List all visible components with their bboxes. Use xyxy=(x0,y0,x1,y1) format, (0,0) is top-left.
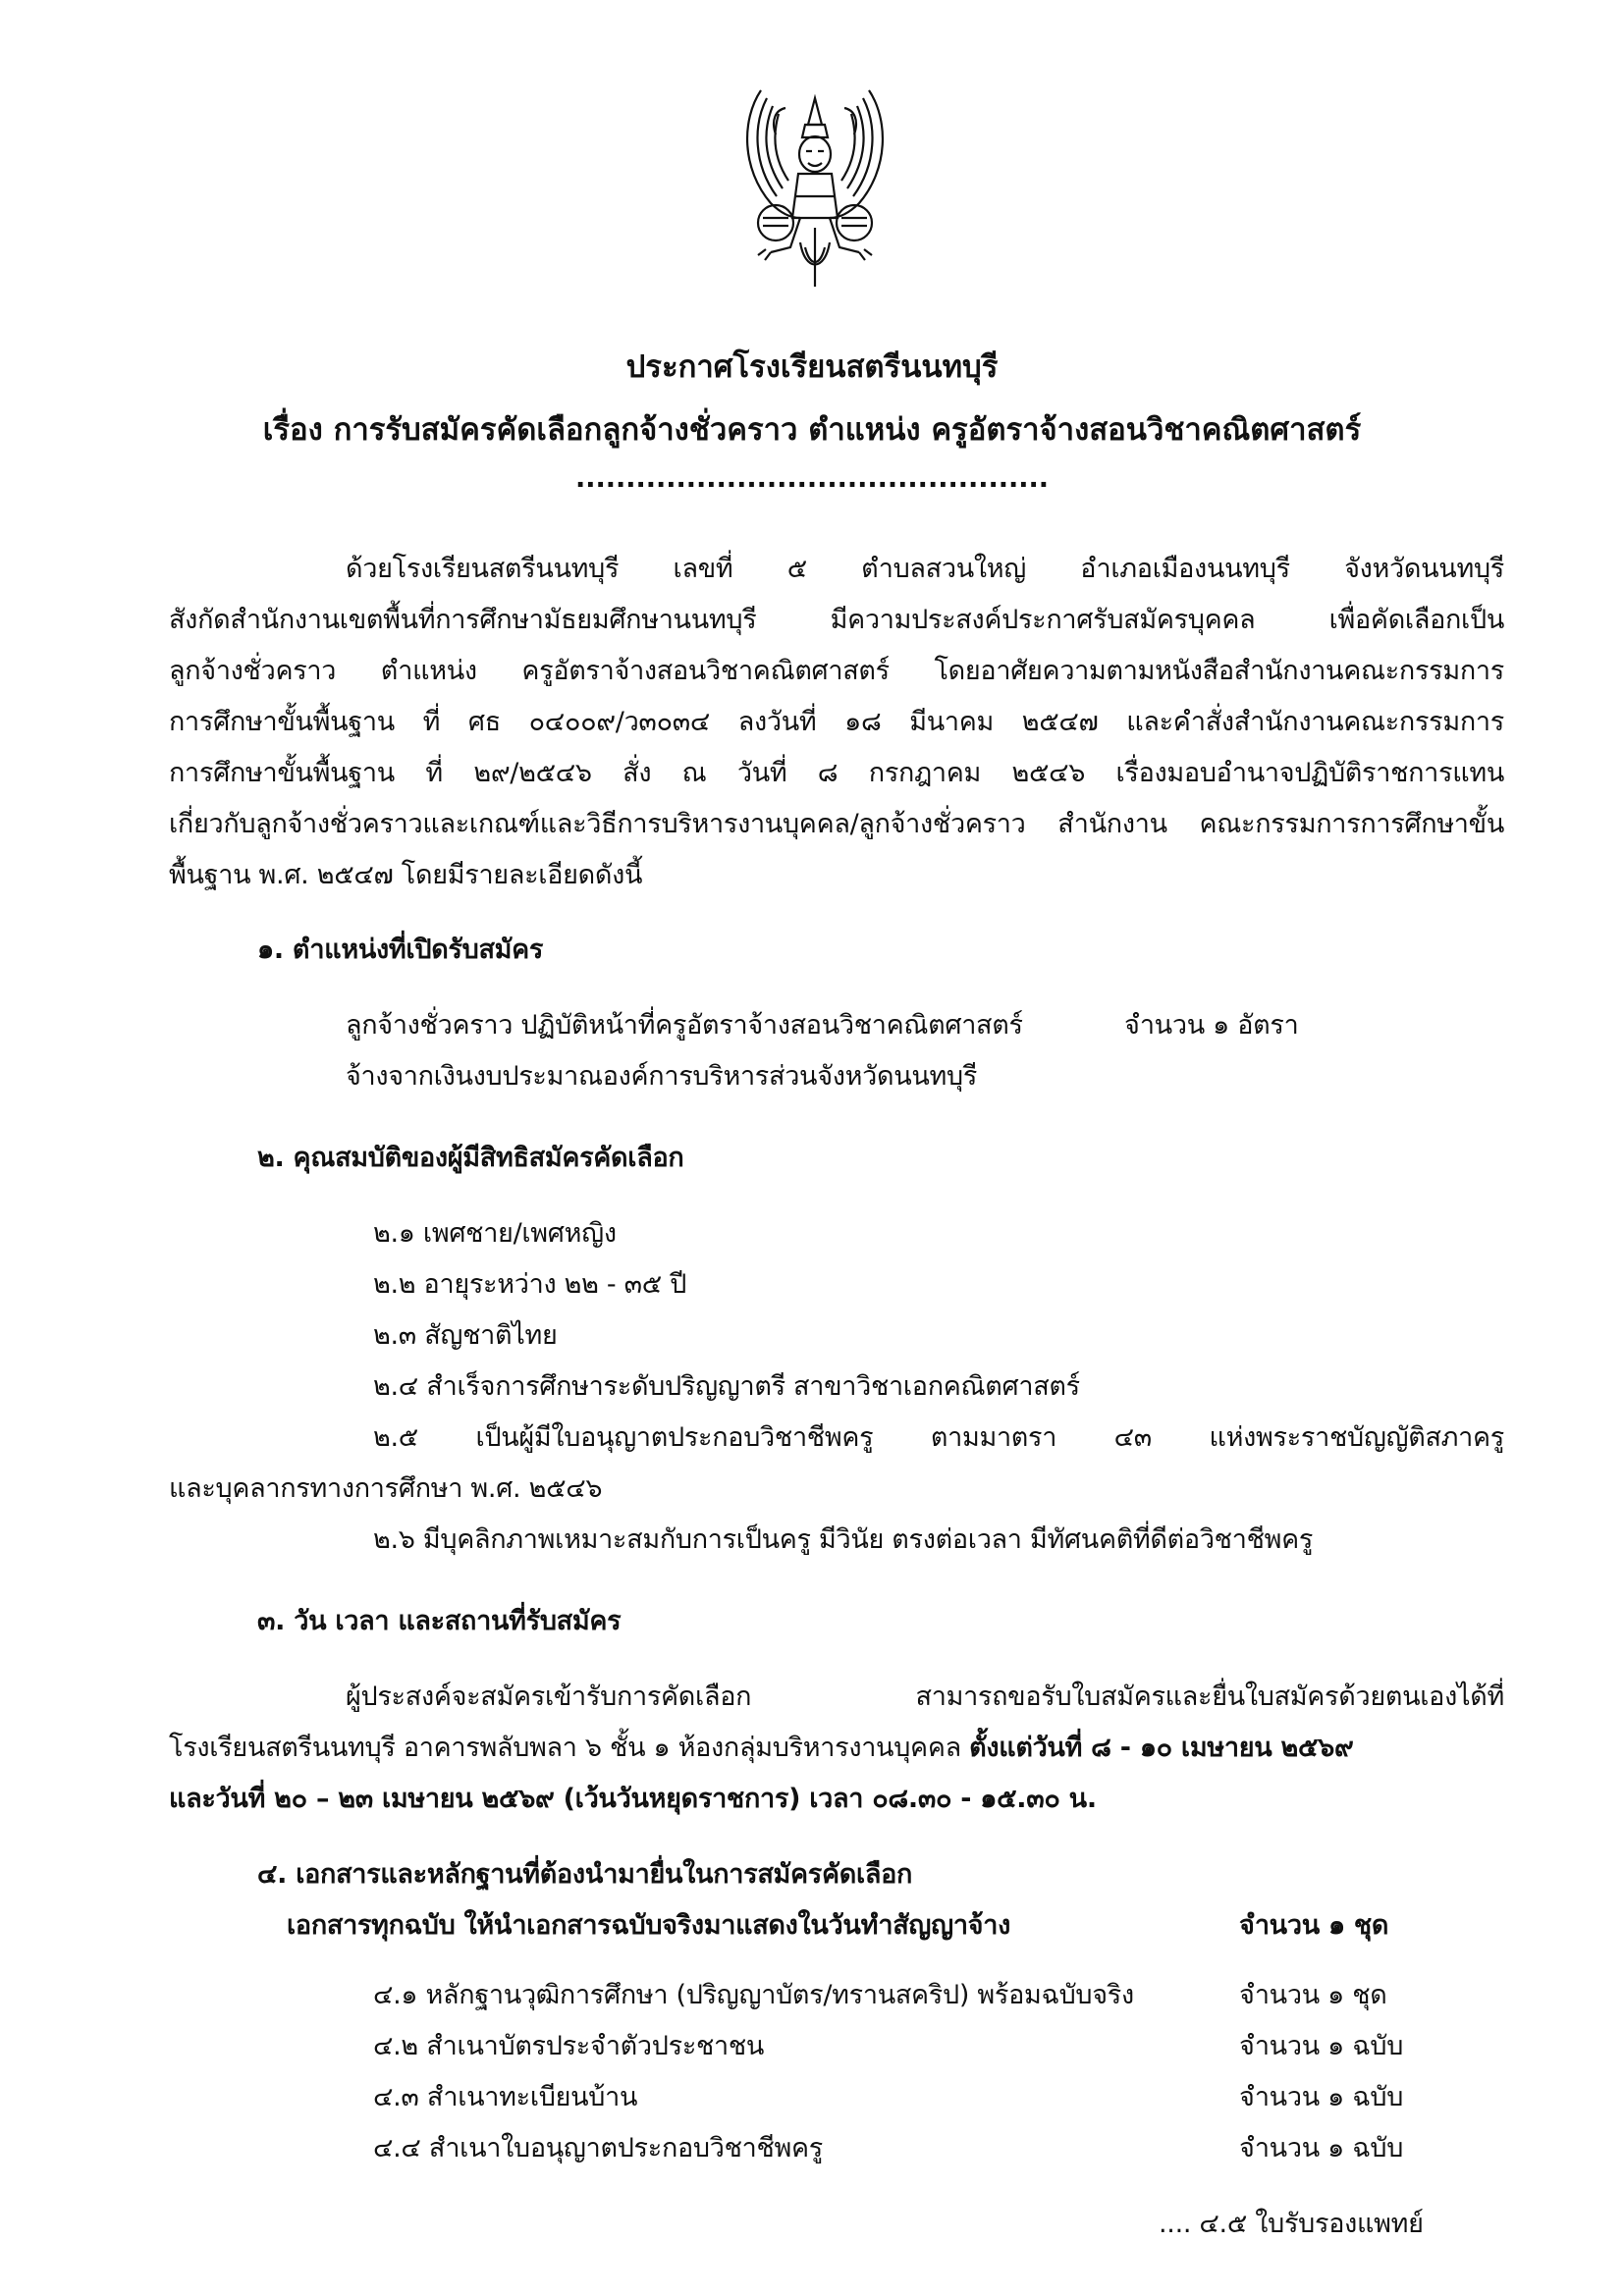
continued-next-page: .... ๔.๕ ใบรับรองแพทย์ xyxy=(1159,2209,1424,2239)
document-item-quantity: จำนวน ๑ ชุด xyxy=(1239,1980,1387,2010)
position-description: ลูกจ้างชั่วคราว ปฏิบัติหน้าที่ครูอัตราจ้างสอนวิชาคณิตศาสตร์ xyxy=(346,1010,1023,1041)
qualification-item: ๒.๓ สัญชาติไทย xyxy=(373,1320,558,1351)
section-heading: ๒. คุณสมบัติของผู้มีสิทธิสมัครคัดเลือก xyxy=(257,1143,684,1173)
document-item-quantity: จำนวน ๑ ฉบับ xyxy=(1239,2082,1404,2112)
qualification-item: ๒.๖ มีบุคลิกภาพเหมาะสมกับการเป็นครู มีวินัย ตรงต่อเวลา มีทัศนคติที่ดีต่อวิชาชีพครู xyxy=(373,1524,1314,1555)
application-info-line xyxy=(169,1729,1353,1768)
document-item: ๔.๓ สำเนาทะเบียนบ้าน xyxy=(373,2082,638,2112)
qualification-item: ๒.๔ สำเร็จการศึกษาระดับปริญญาตรี สาขาวิชาเอกคณิตศาสตร์ xyxy=(373,1371,1080,1402)
application-dates-and-hours: และวันที่ ๒๐ – ๒๓ เมษายน ๒๕๖๙ (เว้นวันหยุดราชการ) เวลา ๐๘.๓๐ - ๑๕.๓๐ น. xyxy=(169,1784,1097,1814)
document-item-quantity: จำนวน ๑ ฉบับ xyxy=(1239,2133,1404,2163)
intro-line: ลูกจ้างชั่วคราว ตำแหน่ง ครูอัตราจ้างสอนวิชาคณิตศาสตร์ โดยอาศัยความตามหนังสือสำนักงานคณะกรรมการ xyxy=(169,656,1504,686)
document-item: ๔.๔ สำเนาใบอนุญาตประกอบวิชาชีพครู xyxy=(373,2133,823,2163)
intro-line: การศึกษาขั้นพื้นฐาน ที่ ศธ ๐๔๐๐๙/ว๓๐๓๔ ลงวันที่ ๑๘ มีนาคม ๒๕๔๗ และคำสั่งสำนักงานคณะกรรมการ xyxy=(169,707,1504,737)
application-location: โรงเรียนสตรีนนทบุรี อาคารพลับพลา ๖ ชั้น ๑ ห้องกลุ่มบริหารงานบุคคล xyxy=(169,1733,970,1763)
intro-line: ด้วยโรงเรียนสตรีนนทบุรี เลขที่ ๕ ตำบลสวนใหญ่ อำเภอเมืองนนทบุรี จังหวัดนนทบุรี xyxy=(346,554,1504,584)
garuda-emblem-icon xyxy=(731,80,898,292)
intro-line: สังกัดสำนักงานเขตพื้นที่การศึกษามัธยมศึกษานนทบุรี มีความประสงค์ประกาศรับสมัครบุคคล เพื่อคัดเลือกเป็น xyxy=(169,605,1504,635)
documents-note: เอกสารทุกฉบับ ให้นำเอกสารฉบับจริงมาแสดงในวันทำสัญญาจ้าง xyxy=(287,1910,1010,1941)
intro-line: การศึกษาขั้นพื้นฐาน ที่ ๒๙/๒๕๔๖ สั่ง ณ วันที่ ๘ กรกฎาคม ๒๕๔๖ เรื่องมอบอำนาจปฏิบัติราชการแทน xyxy=(169,758,1504,788)
position-quantity: จำนวน ๑ อัตรา xyxy=(1124,1010,1299,1041)
section-heading: ๑. ตำแหน่งที่เปิดรับสมัคร xyxy=(257,934,544,965)
documents-note-quantity: จำนวน ๑ ชุด xyxy=(1239,1910,1389,1941)
document-item: ๔.๑ หลักฐานวุฒิการศึกษา (ปริญญาบัตร/ทรานสคริป) พร้อมฉบับจริง xyxy=(373,1980,1134,2010)
page-title: ประกาศโรงเรียนสตรีนนทบุรี xyxy=(625,349,999,385)
qualification-item-continuation: และบุคลากรทางการศึกษา พ.ศ. ๒๕๔๖ xyxy=(169,1473,603,1504)
document-item-quantity: จำนวน ๑ ฉบับ xyxy=(1239,2031,1404,2061)
application-info-line: ผู้ประสงค์จะสมัครเข้ารับการคัดเลือก สามารถขอรับใบสมัครและยื่นใบสมัครด้วยตนเองได้ที่ xyxy=(346,1682,1504,1712)
document-item: ๔.๒ สำเนาบัตรประจำตัวประชาชน xyxy=(373,2031,765,2061)
title-separator: ............................................... xyxy=(574,463,1050,494)
intro-line: เกี่ยวกับลูกจ้างชั่วคราวและเกณฑ์และวิธีการบริหารงานบุคคล/ลูกจ้างชั่วคราว สำนักงาน คณะกรรมการการศึกษาขั้น xyxy=(169,809,1504,839)
section-heading: ๓. วัน เวลา และสถานที่รับสมัคร xyxy=(257,1606,622,1636)
intro-line: พื้นฐาน พ.ศ. ๒๕๔๗ โดยมีรายละเอียดดังนี้ xyxy=(169,860,643,890)
document-subject: เรื่อง การรับสมัครคัดเลือกลูกจ้างชั่วคราว ตำแหน่ง ครูอัตราจ้างสอนวิชาคณิตศาสตร์ xyxy=(262,412,1362,448)
application-dates: ตั้งแต่วันที่ ๘ - ๑๐ เมษายน ๒๕๖๙ xyxy=(969,1733,1354,1763)
qualification-item: ๒.๑ เพศชาย/เพศหญิง xyxy=(373,1218,617,1249)
section-heading: ๔. เอกสารและหลักฐานที่ต้องนำมายื่นในการสมัครคัดเลือก xyxy=(257,1859,913,1890)
qualification-item: ๒.๒ อายุระหว่าง ๒๒ - ๓๕ ปี xyxy=(373,1269,687,1300)
qualification-item: ๒.๕ เป็นผู้มีใบอนุญาตประกอบวิชาชีพครู ตามมาตรา ๔๓ แห่งพระราชบัญญัติสภาครู xyxy=(373,1422,1504,1453)
funding-source: จ้างจากเงินงบประมาณองค์การบริหารส่วนจังหวัดนนทบุรี xyxy=(346,1061,978,1092)
